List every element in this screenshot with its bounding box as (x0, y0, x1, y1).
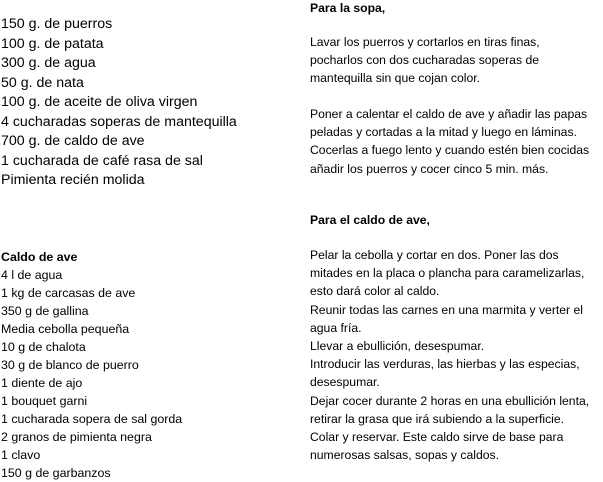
soup-ingredient-item: 700 g. de caldo de ave (1, 133, 145, 149)
stock-ingredient-item: 1 bouquet garni (1, 394, 88, 408)
text-line: pocharlos con dos cucharadas soperas de (310, 53, 539, 68)
soup-method-paragraph (310, 33, 540, 88)
soup-ingredient-item: Pimienta recién molida (1, 172, 145, 188)
text-line: esto dará color al caldo. (310, 284, 440, 299)
stock-method-paragraph (310, 246, 589, 464)
soup-ingredient-item: 300 g. de agua (1, 55, 96, 71)
soup-method-paragraph (310, 105, 589, 178)
text-line: agua fría. (310, 320, 362, 335)
stock-ingredient-item: 150 g de garbanzos (1, 466, 111, 480)
stock-ingredient-item: Media cebolla pequeña (1, 322, 130, 336)
stock-ingredient-item: 1 kg de carcasas de ave (1, 286, 136, 300)
stock-ingredient-item: 10 g de chalota (1, 340, 86, 354)
stock-ingredient-item: 1 diente de ajo (1, 376, 83, 390)
text-line: añadir los puerros y cocer cinco 5 min. más. (310, 161, 549, 176)
stock-method-title: Para el caldo de ave, (310, 213, 430, 227)
text-line: numerosas salsas, sopas y caldos. (310, 448, 499, 463)
text-line: Introducir las verduras, las hierbas y las especias, (310, 357, 580, 372)
soup-ingredient-item: 100 g. de patata (1, 35, 104, 52)
stock-ingredient-item: 30 g de blanco de puerro (1, 358, 139, 372)
stock-ingredient-item: 1 clavo (1, 448, 41, 462)
text-line: Reunir todas las carnes en una marmita y verter el (310, 302, 583, 317)
stock-ingredient-list (1, 266, 182, 482)
text-line: Cocerlas a fuego lento y cuando estén bien cocidas (310, 143, 590, 158)
soup-ingredient-item: 150 g. de puerros (1, 16, 113, 32)
text-line: Colar y reservar. Este caldo sirve de base para (310, 430, 564, 445)
soup-method-title: Para la sopa, (310, 1, 386, 15)
soup-ingredient-item: 4 cucharadas soperas de mantequilla (1, 113, 237, 130)
soup-ingredient-item: 1 cucharada de café rasa de sal (1, 152, 203, 169)
text-line: Dejar cocer durante 2 horas en una ebullición lenta, (310, 393, 590, 408)
soup-ingredient-list (1, 15, 237, 191)
text-line: mantequilla sin que cojan color. (310, 71, 481, 86)
stock-ingredients-title: Caldo de ave (1, 250, 78, 264)
text-line: Pelar la cebolla y cortar en dos. Poner las dos (310, 248, 559, 262)
text-line: Llevar a ebullición, desespumar. (310, 339, 485, 354)
stock-ingredient-item: 1 cucharada sopera de sal gorda (1, 412, 183, 426)
text-line: desespumar. (310, 375, 380, 390)
stock-ingredients-section (1, 248, 182, 482)
text-line: Lavar los puerros y cortarlos en tiras finas, (310, 35, 540, 49)
stock-ingredient-item: 2 granos de pimienta negra (1, 430, 152, 444)
stock-ingredient-item: 350 g de gallina (1, 304, 89, 318)
soup-ingredient-item: 100 g. de aceite de oliva virgen (1, 94, 198, 110)
text-line: peladas y cortadas a la mitad y luego en láminas. (310, 125, 577, 140)
stock-ingredient-item: 4 l de agua (1, 268, 63, 282)
text-line: Poner a calentar el caldo de ave y añadir las papas (310, 107, 588, 121)
text-line: mitades en la placa o plancha para caramelizarlas, (310, 266, 585, 281)
soup-ingredient-item: 50 g. de nata (1, 74, 84, 91)
text-line: retirar la grasa que irá subiendo a la superficie. (310, 411, 565, 426)
